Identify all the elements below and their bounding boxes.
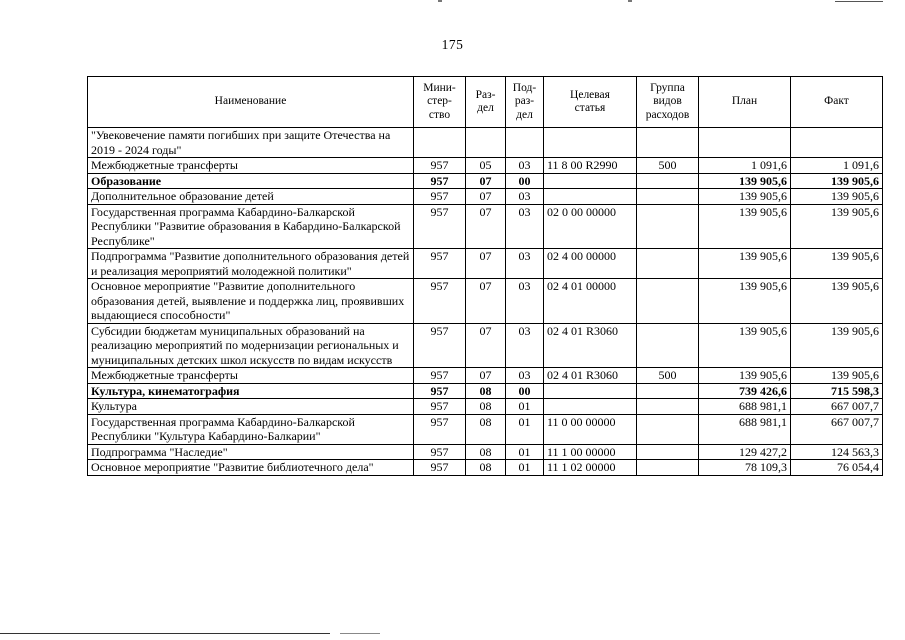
row-subsection: 03 <box>506 249 544 279</box>
row-expense-group <box>637 189 699 205</box>
row-fact: 139 905,6 <box>791 249 883 279</box>
scan-mark <box>835 1 883 2</box>
row-target: 02 4 00 00000 <box>544 249 637 279</box>
row-section: 05 <box>466 158 506 174</box>
row-name: Основное мероприятие "Развитие дополнительного образования детей, выявление и поддержка лиц, проявивших выдающиеся способности" <box>88 279 414 324</box>
row-plan: 78 109,3 <box>699 460 791 476</box>
row-target <box>544 128 637 158</box>
row-ministry: 957 <box>414 189 466 205</box>
row-expense-group <box>637 249 699 279</box>
row-plan: 688 981,1 <box>699 414 791 444</box>
row-fact: 76 054,4 <box>791 460 883 476</box>
row-ministry: 957 <box>414 383 466 399</box>
row-section: 07 <box>466 323 506 368</box>
row-expense-group <box>637 460 699 476</box>
row-section: 07 <box>466 368 506 384</box>
budget-table <box>87 76 883 476</box>
row-name: Подпрограмма "Развитие дополнительного образования детей и реализация мероприятий молодежной политики" <box>88 249 414 279</box>
table-row <box>88 383 883 399</box>
row-name: Культура, кинематография <box>88 383 414 399</box>
row-target <box>544 173 637 189</box>
row-expense-group <box>637 128 699 158</box>
row-subsection: 03 <box>506 368 544 384</box>
row-name: Государственная программа Кабардино-Балкарской Республики "Культура Кабардино-Балкарии" <box>88 414 414 444</box>
row-ministry: 957 <box>414 279 466 324</box>
row-fact: 139 905,6 <box>791 323 883 368</box>
row-section: 08 <box>466 414 506 444</box>
table-row <box>88 158 883 174</box>
table-row <box>88 368 883 384</box>
row-ministry: 957 <box>414 204 466 249</box>
table-row <box>88 399 883 415</box>
row-name: Образование <box>88 173 414 189</box>
row-subsection <box>506 128 544 158</box>
table-row <box>88 444 883 460</box>
row-ministry: 957 <box>414 460 466 476</box>
table-row <box>88 204 883 249</box>
row-expense-group <box>637 414 699 444</box>
row-target: 11 1 02 00000 <box>544 460 637 476</box>
row-plan: 139 905,6 <box>699 204 791 249</box>
row-section: 08 <box>466 444 506 460</box>
table-row <box>88 279 883 324</box>
row-name: Межбюджетные трансферты <box>88 368 414 384</box>
header-name: Наименование <box>88 77 414 128</box>
row-fact: 1 091,6 <box>791 158 883 174</box>
row-target: 02 4 01 00000 <box>544 279 637 324</box>
row-ministry: 957 <box>414 399 466 415</box>
row-section <box>466 128 506 158</box>
row-target: 02 4 01 R3060 <box>544 323 637 368</box>
row-ministry: 957 <box>414 173 466 189</box>
row-ministry: 957 <box>414 444 466 460</box>
row-section: 08 <box>466 399 506 415</box>
row-plan: 139 905,6 <box>699 368 791 384</box>
row-target <box>544 383 637 399</box>
table-row <box>88 414 883 444</box>
row-plan: 139 905,6 <box>699 279 791 324</box>
row-fact: 139 905,6 <box>791 279 883 324</box>
row-subsection: 00 <box>506 383 544 399</box>
row-fact: 715 598,3 <box>791 383 883 399</box>
row-subsection: 03 <box>506 158 544 174</box>
row-subsection: 03 <box>506 204 544 249</box>
header-section: Раз- дел <box>466 77 506 128</box>
table-row <box>88 173 883 189</box>
table-row <box>88 460 883 476</box>
bottom-rule <box>0 633 330 634</box>
row-ministry: 957 <box>414 368 466 384</box>
row-subsection: 01 <box>506 414 544 444</box>
table-row <box>88 249 883 279</box>
row-plan: 139 905,6 <box>699 323 791 368</box>
row-ministry: 957 <box>414 414 466 444</box>
row-name: Субсидии бюджетам муниципальных образований на реализацию мероприятий по модернизации региональных и муниципальных детских школ искусств по видам искусств <box>88 323 414 368</box>
row-expense-group <box>637 173 699 189</box>
row-section: 07 <box>466 249 506 279</box>
row-expense-group <box>637 383 699 399</box>
row-section: 07 <box>466 173 506 189</box>
row-subsection: 00 <box>506 173 544 189</box>
row-target: 02 4 01 R3060 <box>544 368 637 384</box>
row-expense-group <box>637 279 699 324</box>
row-section: 07 <box>466 204 506 249</box>
row-subsection: 03 <box>506 189 544 205</box>
row-plan <box>699 128 791 158</box>
row-target: 11 1 00 00000 <box>544 444 637 460</box>
row-target <box>544 189 637 205</box>
row-subsection: 03 <box>506 279 544 324</box>
header-plan: План <box>699 77 791 128</box>
row-expense-group <box>637 204 699 249</box>
row-name: Государственная программа Кабардино-Балкарской Республики "Развитие образования в Кабардино-Балкарской Республике" <box>88 204 414 249</box>
table-row <box>88 323 883 368</box>
row-section: 08 <box>466 383 506 399</box>
row-ministry: 957 <box>414 323 466 368</box>
header-ministry: Мини- стер- ство <box>414 77 466 128</box>
row-plan: 739 426,6 <box>699 383 791 399</box>
header-subsection: Под- раз- дел <box>506 77 544 128</box>
row-target: 11 0 00 00000 <box>544 414 637 444</box>
row-expense-group <box>637 323 699 368</box>
row-expense-group <box>637 444 699 460</box>
row-name: Подпрограмма "Наследие" <box>88 444 414 460</box>
row-fact: 139 905,6 <box>791 204 883 249</box>
row-name: Дополнительное образование детей <box>88 189 414 205</box>
row-target: 11 8 00 R2990 <box>544 158 637 174</box>
row-plan: 688 981,1 <box>699 399 791 415</box>
row-name: "Увековечение памяти погибших при защите Отечества на 2019 - 2024 годы" <box>88 128 414 158</box>
header-target: Целевая статья <box>544 77 637 128</box>
row-name: Культура <box>88 399 414 415</box>
row-target: 02 0 00 00000 <box>544 204 637 249</box>
row-subsection: 01 <box>506 399 544 415</box>
table-row <box>88 189 883 205</box>
scan-mark <box>628 0 632 2</box>
scan-mark <box>438 0 442 2</box>
row-fact: 139 905,6 <box>791 368 883 384</box>
row-fact: 139 905,6 <box>791 173 883 189</box>
row-fact: 667 007,7 <box>791 414 883 444</box>
page-number: 175 <box>441 37 464 52</box>
table-header-row <box>88 77 883 128</box>
header-fact: Факт <box>791 77 883 128</box>
row-section: 08 <box>466 460 506 476</box>
header-expense-group: Группа видов расходов <box>637 77 699 128</box>
row-fact: 124 563,3 <box>791 444 883 460</box>
row-ministry <box>414 128 466 158</box>
row-section: 07 <box>466 279 506 324</box>
row-fact: 139 905,6 <box>791 189 883 205</box>
row-ministry: 957 <box>414 249 466 279</box>
row-fact: 667 007,7 <box>791 399 883 415</box>
row-subsection: 03 <box>506 323 544 368</box>
row-plan: 139 905,6 <box>699 173 791 189</box>
row-subsection: 01 <box>506 444 544 460</box>
row-expense-group: 500 <box>637 368 699 384</box>
row-fact <box>791 128 883 158</box>
row-section: 07 <box>466 189 506 205</box>
row-plan: 129 427,2 <box>699 444 791 460</box>
row-name: Межбюджетные трансферты <box>88 158 414 174</box>
row-name: Основное мероприятие "Развитие библиотечного дела" <box>88 460 414 476</box>
row-expense-group <box>637 399 699 415</box>
row-expense-group: 500 <box>637 158 699 174</box>
bottom-rule <box>340 633 380 634</box>
row-plan: 139 905,6 <box>699 189 791 205</box>
row-ministry: 957 <box>414 158 466 174</box>
row-target <box>544 399 637 415</box>
table-row <box>88 128 883 158</box>
row-subsection: 01 <box>506 460 544 476</box>
row-plan: 1 091,6 <box>699 158 791 174</box>
row-plan: 139 905,6 <box>699 249 791 279</box>
